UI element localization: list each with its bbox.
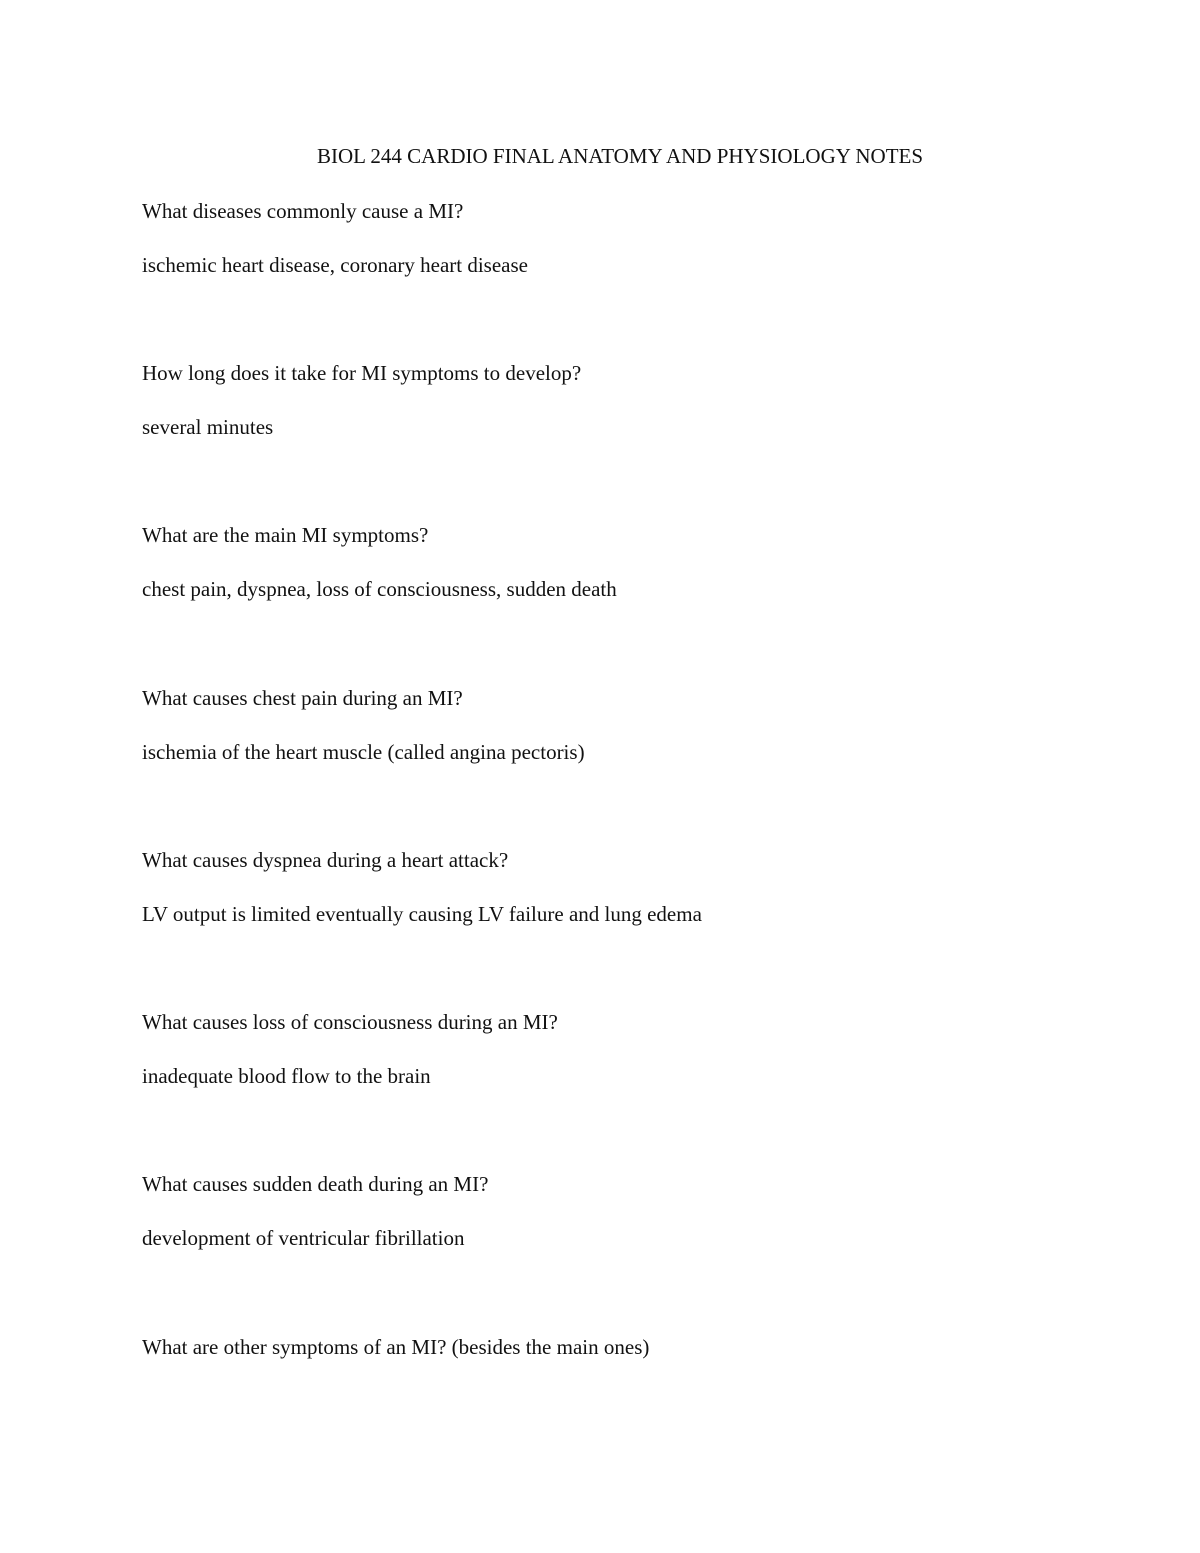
question-1: What diseases commonly cause a MI? bbox=[142, 199, 464, 223]
document-title: BIOL 244 CARDIO FINAL ANATOMY AND PHYSIOLOGY NOTES bbox=[316, 144, 924, 168]
question-7: What causes sudden death during an MI? bbox=[142, 1172, 489, 1196]
question-4: What causes chest pain during an MI? bbox=[142, 686, 463, 710]
answer-4: ischemia of the heart muscle (called angina pectoris) bbox=[142, 740, 585, 764]
question-6: What causes loss of consciousness during an MI? bbox=[142, 1010, 558, 1034]
answer-7: development of ventricular fibrillation bbox=[142, 1226, 465, 1250]
answer-5: LV output is limited eventually causing LV failure and lung edema bbox=[142, 902, 702, 926]
answer-6: inadequate blood flow to the brain bbox=[142, 1064, 431, 1088]
answer-1: ischemic heart disease, coronary heart disease bbox=[142, 253, 528, 277]
answer-2: several minutes bbox=[142, 415, 274, 439]
question-5: What causes dyspnea during a heart attack? bbox=[142, 848, 509, 872]
question-2: How long does it take for MI symptoms to develop? bbox=[142, 361, 582, 385]
question-3: What are the main MI symptoms? bbox=[142, 523, 429, 547]
question-8: What are other symptoms of an MI? (besides the main ones) bbox=[142, 1335, 650, 1359]
answer-3: chest pain, dyspnea, loss of consciousness, sudden death bbox=[142, 577, 617, 601]
